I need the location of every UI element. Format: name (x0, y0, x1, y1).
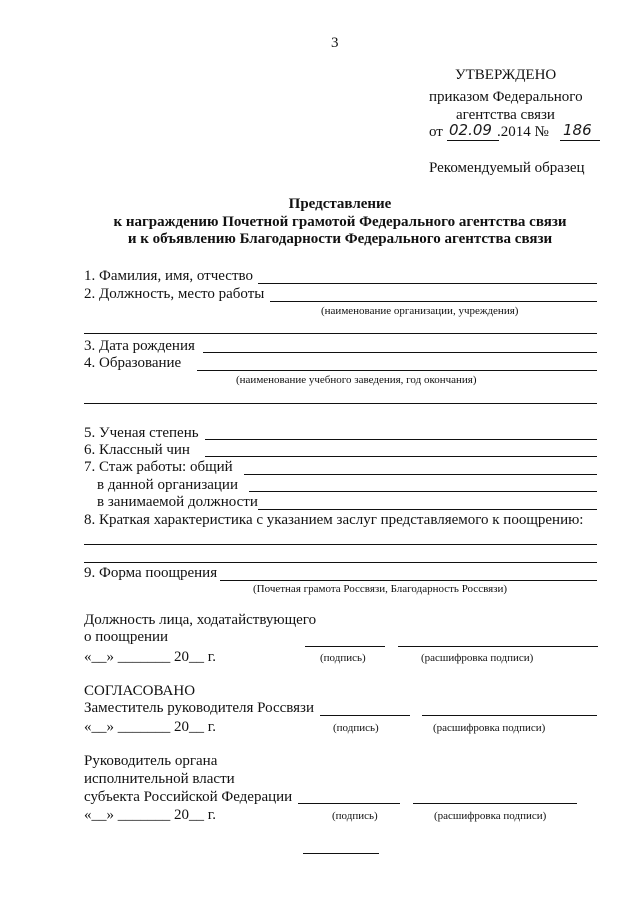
field-education-line (197, 370, 597, 371)
agreed-title: СОГЛАСОВАНО (84, 683, 196, 699)
field-experience-label: 7. Стаж работы: общий (84, 459, 233, 475)
approval-line-2: агентства связи (456, 107, 555, 123)
agreed-signature-line (320, 715, 410, 716)
regional-signature-line (298, 803, 400, 804)
approval-title: УТВЕРЖДЕНО (455, 67, 557, 83)
field-birth-date-line (203, 352, 597, 353)
field-class-rank-label: 6. Классный чин (84, 442, 190, 458)
page-number: 3 (331, 35, 339, 51)
approval-date-prefix: от (429, 124, 443, 140)
field-award-form-line (220, 580, 597, 581)
regional-decoding-line (413, 803, 577, 804)
agreed-date: «__» _______ 20__ г. (84, 719, 216, 735)
petitioner-signature-line (305, 646, 385, 647)
field-characteristic-label: 8. Краткая характеристика с указанием заслуг представляемого к поощрению: (84, 512, 584, 528)
field-experience-org-label: в данной организации (97, 477, 238, 493)
regional-line-2: исполнительной власти (84, 771, 235, 787)
petitioner-decoding-line (398, 646, 598, 647)
heading-line-3: и к объявлению Благодарности Федерального агентства связи (127, 231, 553, 247)
agreed-decoding-line (422, 715, 597, 716)
field-characteristic-line-1 (84, 544, 597, 545)
approval-date-handwritten: 02.09 (449, 121, 492, 139)
regional-signature-caption: (подпись) (332, 810, 378, 822)
regional-line-1: Руководитель органа (84, 753, 218, 769)
petitioner-line-2: о поощрении (84, 629, 169, 645)
approval-date-line (447, 140, 499, 141)
field-experience-org-line (249, 491, 597, 492)
field-position-hint: (наименование организации, учреждения) (321, 305, 519, 317)
field-position-label: 2. Должность, место работы (84, 286, 265, 302)
field-education-hint: (наименование учебного заведения, год окончания) (236, 374, 477, 386)
field-degree-line (205, 439, 597, 440)
agreed-decoding-caption: (расшифровка подписи) (433, 722, 546, 734)
field-experience-position-line (258, 509, 597, 510)
field-education-label: 4. Образование (84, 355, 182, 371)
field-degree-label: 5. Ученая степень (84, 425, 199, 441)
field-award-form-hint: (Почетная грамота Россвязи, Благодарность Россвязи) (253, 583, 508, 595)
field-award-form-label: 9. Форма поощрения (84, 565, 218, 581)
regional-decoding-caption: (расшифровка подписи) (434, 810, 547, 822)
regional-line-3: субъекта Российской Федерации (84, 789, 293, 805)
field-experience-line (244, 474, 597, 475)
field-characteristic-line-2 (84, 562, 597, 563)
field-birth-date-label: 3. Дата рождения (84, 338, 195, 354)
agreed-signature-caption: (подпись) (333, 722, 379, 734)
field-experience-position-label: в занимаемой должности (97, 494, 258, 510)
approval-year: .2014 № (497, 124, 549, 140)
field-position-line-2 (84, 333, 597, 334)
petitioner-line-1: Должность лица, ходатайствующего (84, 612, 317, 628)
field-position-line (270, 301, 597, 302)
petitioner-decoding-caption: (расшифровка подписи) (421, 652, 534, 664)
approval-line-1: приказом Федерального (429, 89, 583, 105)
field-education-line-2 (84, 403, 597, 404)
heading-line-1: Представление (288, 196, 392, 212)
closing-divider (303, 853, 379, 854)
approval-number-line (560, 140, 600, 141)
field-fio-line (258, 283, 597, 284)
regional-date: «__» _______ 20__ г. (84, 807, 216, 823)
petitioner-date: «__» _______ 20__ г. (84, 649, 216, 665)
field-fio-label: 1. Фамилия, имя, отчество (84, 268, 253, 284)
approval-number-handwritten: 186 (563, 121, 592, 139)
field-class-rank-line (205, 456, 597, 457)
petitioner-signature-caption: (подпись) (320, 652, 366, 664)
sample-label: Рекомендуемый образец (429, 160, 585, 176)
heading-line-2: к награждению Почетной грамотой Федерального агентства связи (113, 214, 567, 230)
agreed-line-1: Заместитель руководителя Россвязи (84, 700, 315, 716)
